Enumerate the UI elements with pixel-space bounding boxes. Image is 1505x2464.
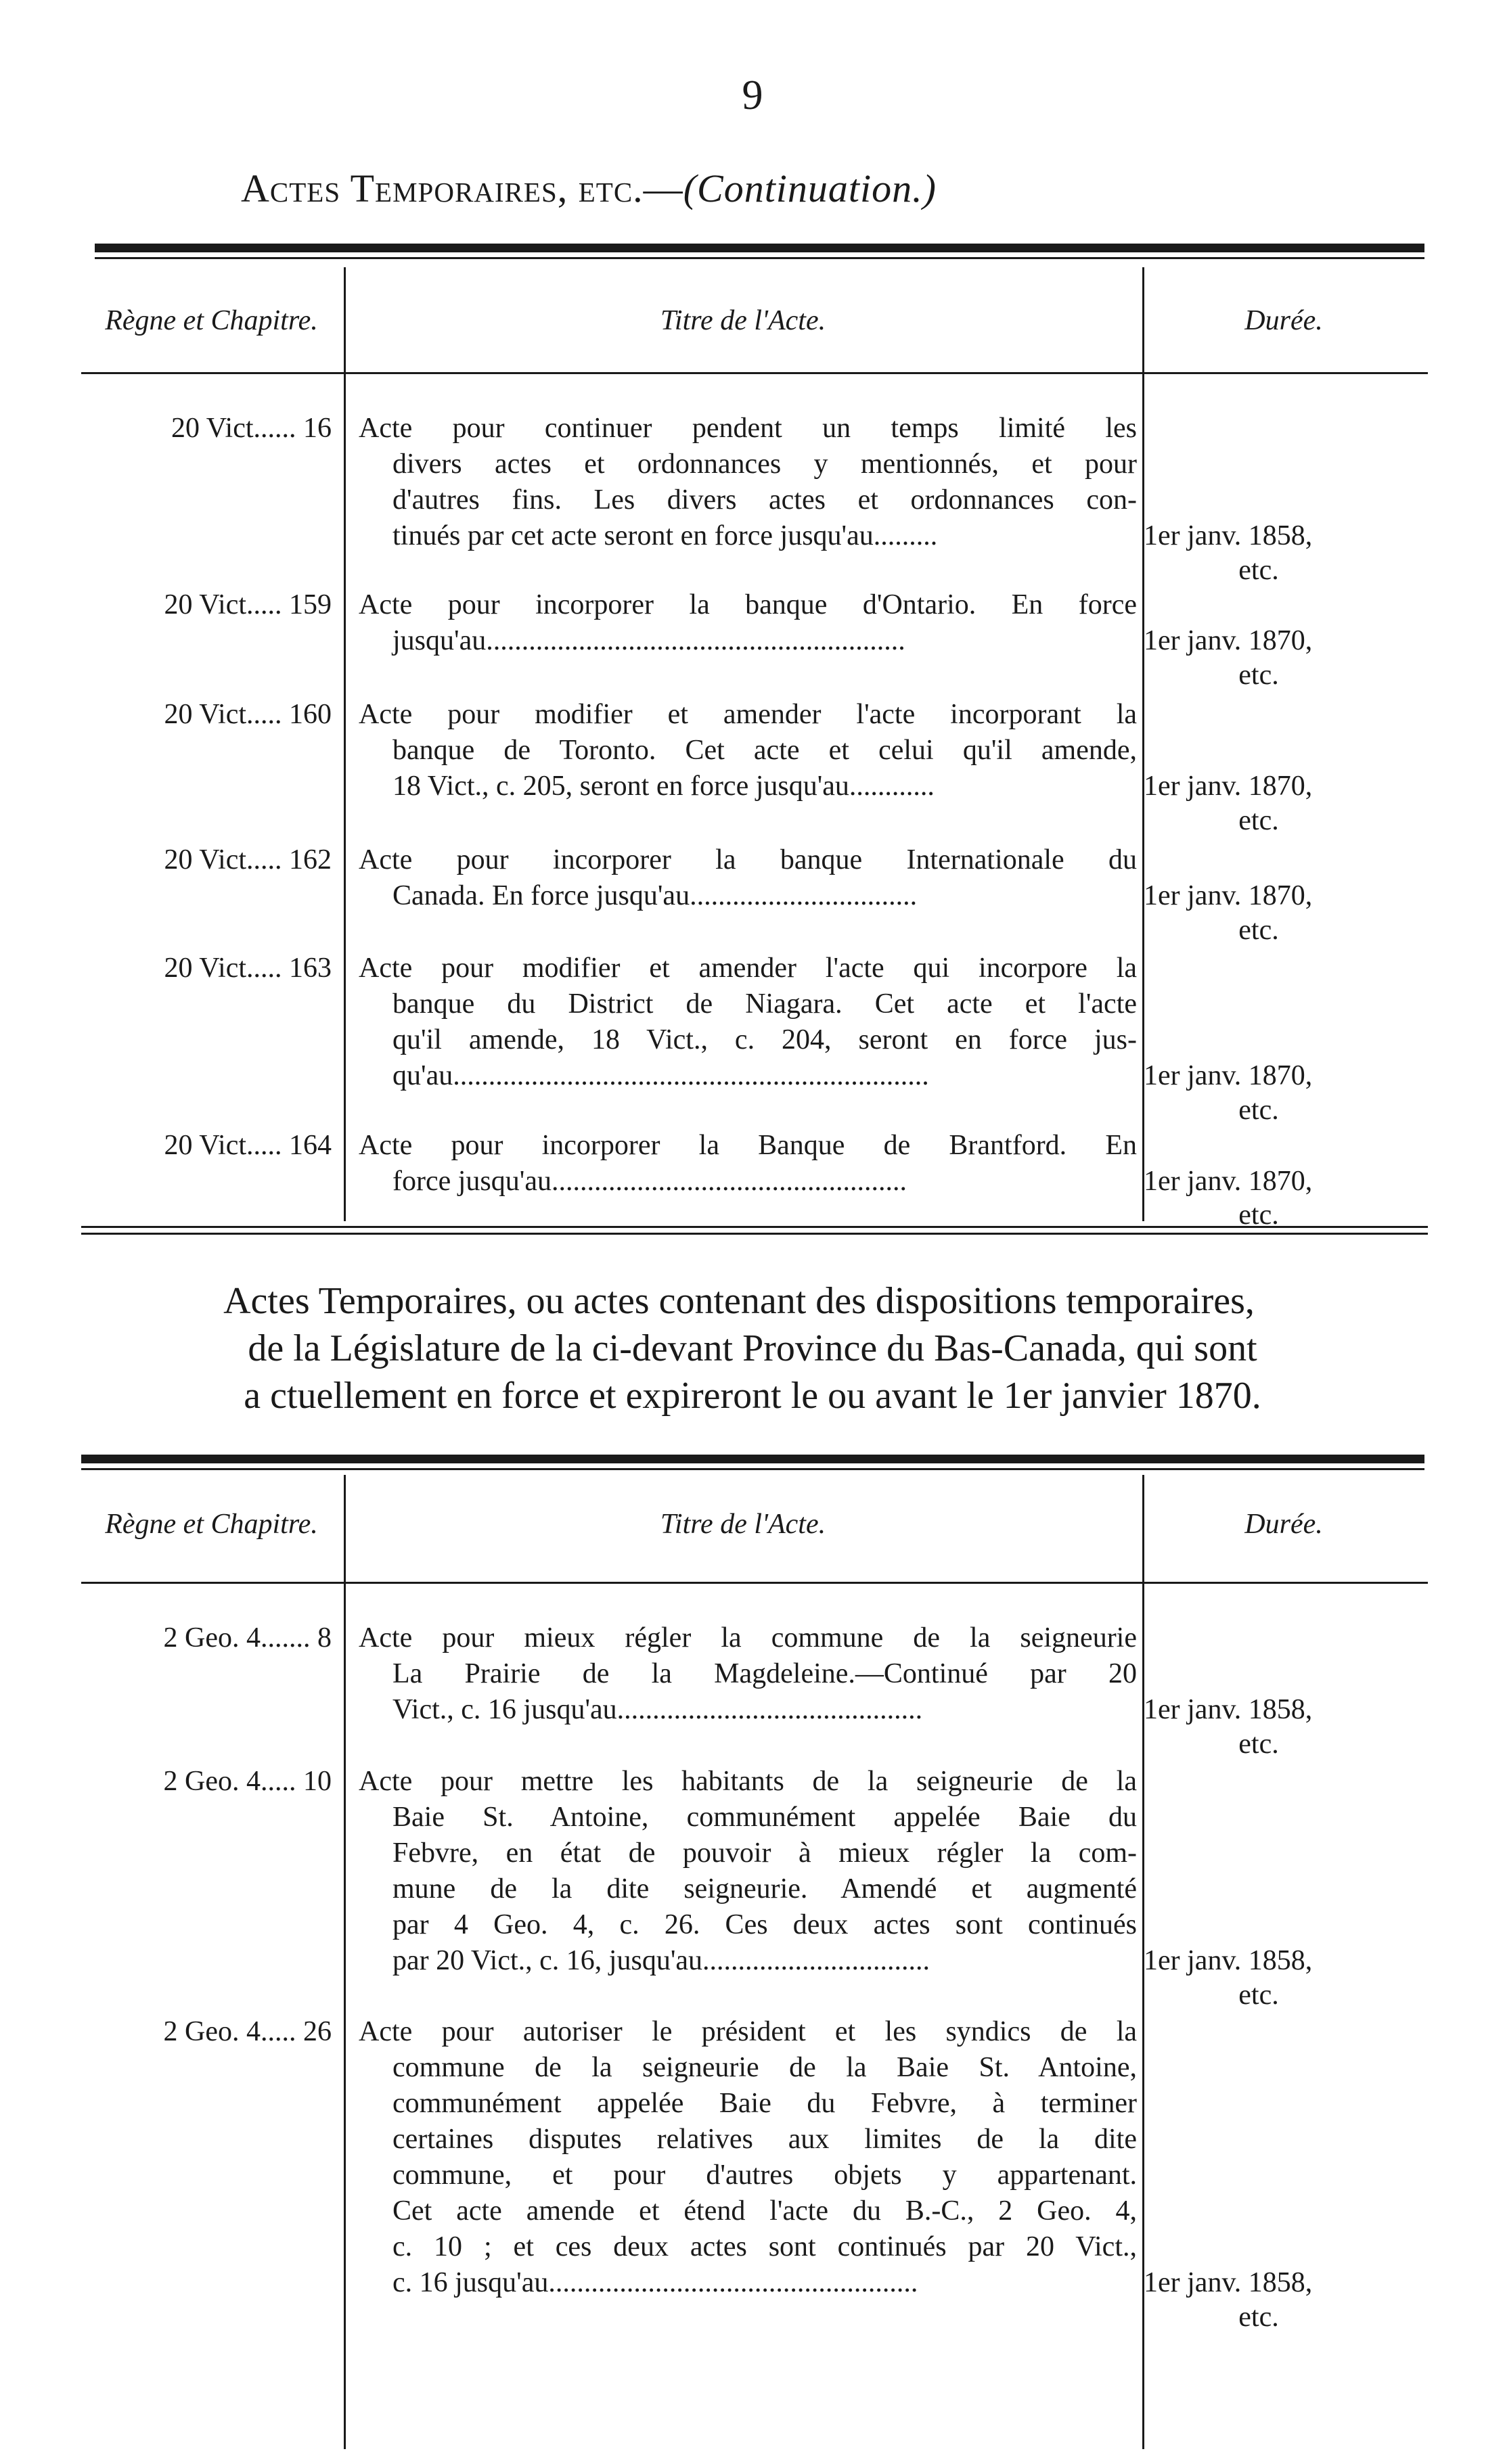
page-number: 9: [742, 72, 763, 118]
table2-header-regne: Règne et Chapitre.: [105, 1509, 318, 1540]
table1-row2-etc: etc.: [1238, 660, 1279, 691]
table1-row3-line2: banque de Toronto. Cet acte et celui qu'il amende,: [392, 735, 1137, 766]
table2-header-duree: Durée.: [1244, 1509, 1323, 1540]
table1-row3-line3: 18 Vict., c. 205, seront en force jusqu'au............: [392, 771, 935, 802]
table2-row1-duree: 1er janv. 1858,: [1144, 1694, 1313, 1725]
section1-title-continuation: (Continuation.): [683, 166, 937, 210]
table1-row5-line2: banque du District de Niagara. Cet acte et l'acte: [392, 988, 1137, 1020]
table2-row3-line4: certaines disputes relatives aux limites de la dite: [392, 2124, 1137, 2155]
table2-row2-line1: Acte pour mettre les habitants de la seigneurie de la: [359, 1766, 1137, 1797]
table2-row2-line6: par 20 Vict., c. 16, jusqu'au................................: [392, 1945, 930, 1976]
table1-row3-regne: 20 Vict..... 160: [164, 699, 332, 730]
table2-row1-etc: etc.: [1238, 1729, 1279, 1760]
table2-row1-line1: Acte pour mieux régler la commune de la seigneurie: [359, 1622, 1137, 1653]
table2-row3-duree: 1er janv. 1858,: [1144, 2267, 1313, 2298]
table1-row1-line3: d'autres fins. Les divers actes et ordonnances con-: [392, 484, 1137, 516]
table2-col-divider-1: [344, 1475, 346, 2449]
table1-row1-regne: 20 Vict...... 16: [171, 413, 332, 444]
table1-row5-duree: 1er janv. 1870,: [1144, 1060, 1313, 1091]
table2-row3-line7: c. 10 ; et ces deux actes sont continués par 20 Vict.,: [392, 2231, 1137, 2262]
section1-title: [0, 166, 1177, 210]
table1-row6-regne: 20 Vict..... 164: [164, 1130, 332, 1161]
table1-header-rule: [81, 372, 1428, 374]
table1-row1-etc: etc.: [1238, 555, 1279, 586]
table2-header-rule: [81, 1582, 1428, 1584]
section2-title-line2: de la Législature de la ci-devant Province du Bas-Canada, qui sont: [248, 1327, 1257, 1369]
table2-row3-line5: commune, et pour d'autres objets y appartenant.: [392, 2160, 1137, 2191]
table2-row3-etc: etc.: [1238, 2302, 1279, 2333]
table2-row2-line4: mune de la dite seigneurie. Amendé et augmenté: [392, 1873, 1137, 1904]
table1-row4-duree: 1er janv. 1870,: [1144, 880, 1313, 911]
table2-row1-regne: 2 Geo. 4....... 8: [163, 1622, 332, 1653]
table1-row2-regne: 20 Vict..... 159: [164, 589, 332, 620]
table1-row6-duree: 1er janv. 1870,: [1144, 1166, 1313, 1197]
table1-bottom-rule-2: [81, 1233, 1428, 1235]
section1-title-main: Actes Temporaires, etc.—: [241, 166, 683, 210]
table2-top-rule-thin: [81, 1468, 1424, 1470]
table1-top-rule-thin: [95, 257, 1424, 259]
table2-row3-line2: commune de la seigneurie de la Baie St. Antoine,: [392, 2052, 1137, 2083]
table1-top-rule: [95, 244, 1424, 252]
table2-row2-line3: Febvre, en état de pouvoir à mieux régler la com-: [392, 1838, 1137, 1869]
table1-row6-line1: Acte pour incorporer la Banque de Brantford. En: [359, 1130, 1137, 1161]
table2-row3-regne: 2 Geo. 4..... 26: [163, 2016, 332, 2047]
table1-row5-line1: Acte pour modifier et amender l'acte qui incorpore la: [359, 953, 1137, 984]
table2-top-rule: [81, 1455, 1424, 1463]
table1-row4-line2: Canada. En force jusqu'au................................: [392, 880, 918, 911]
section2-title-line3: a ctuellement en force et expireront le ou avant le 1er janvier 1870.: [244, 1375, 1261, 1417]
table2-row2-line2: Baie St. Antoine, communément appelée Baie du: [392, 1802, 1137, 1833]
table1-header-titre: Titre de l'Acte.: [660, 305, 826, 336]
table1-header-duree: Durée.: [1244, 305, 1323, 336]
table2-row2-etc: etc.: [1238, 1980, 1279, 2011]
table1-row3-duree: 1er janv. 1870,: [1144, 771, 1313, 802]
table1-row2-line2: jusqu'au...........................................................: [392, 625, 905, 656]
table1-row4-line1: Acte pour incorporer la banque Internationale du: [359, 844, 1137, 875]
table2-row1-line3: Vict., c. 16 jusqu'au...........................................: [392, 1694, 923, 1725]
table2-row3-line8: c. 16 jusqu'au....................................................: [392, 2267, 918, 2298]
table1-row5-line4: qu'au...................................................................: [392, 1060, 929, 1091]
table2-row2-line5: par 4 Geo. 4, c. 26. Ces deux actes sont continués: [392, 1909, 1137, 1940]
table1-row4-etc: etc.: [1238, 915, 1279, 946]
table2-row3-line6: Cet acte amende et étend l'acte du B.-C., 2 Geo. 4,: [392, 2195, 1137, 2227]
table2-header-titre: Titre de l'Acte.: [660, 1509, 826, 1540]
table1-row2-line1: Acte pour incorporer la banque d'Ontario. En force: [359, 589, 1137, 620]
table2-row3-line3: communément appelée Baie du Febvre, à terminer: [392, 2088, 1137, 2119]
table1-row1-duree: 1er janv. 1858,: [1144, 520, 1313, 551]
table1-row5-line3: qu'il amende, 18 Vict., c. 204, seront en force jus-: [392, 1024, 1137, 1055]
table1-row4-regne: 20 Vict..... 162: [164, 844, 332, 875]
table1-header-regne: Règne et Chapitre.: [105, 305, 318, 336]
table2-row1-line2: La Prairie de la Magdeleine.—Continué par 20: [392, 1658, 1137, 1689]
table1-row5-regne: 20 Vict..... 163: [164, 953, 332, 984]
table1-row3-line1: Acte pour modifier et amender l'acte incorporant la: [359, 699, 1137, 730]
table1-row1-line2: divers actes et ordonnances y mentionnés, et pour: [392, 449, 1137, 480]
table1-col-divider-1: [344, 267, 346, 1221]
table2-row2-regne: 2 Geo. 4..... 10: [163, 1766, 332, 1797]
table1-row3-etc: etc.: [1238, 805, 1279, 836]
table1-row1-line1: Acte pour continuer pendent un temps limité les: [359, 413, 1137, 444]
table1-row5-etc: etc.: [1238, 1095, 1279, 1126]
table2-row2-duree: 1er janv. 1858,: [1144, 1945, 1313, 1976]
table1-row6-line2: force jusqu'au..................................................: [392, 1166, 907, 1197]
section2-title-line1: Actes Temporaires, ou actes contenant des dispositions temporaires,: [223, 1280, 1255, 1322]
table1-row1-line4: tinués par cet acte seront en force jusqu'au.........: [392, 520, 938, 551]
table2-row3-line1: Acte pour autoriser le président et les syndics de la: [359, 2016, 1137, 2047]
table1-row2-duree: 1er janv. 1870,: [1144, 625, 1313, 656]
table1-row6-etc: etc.: [1238, 1200, 1279, 1231]
